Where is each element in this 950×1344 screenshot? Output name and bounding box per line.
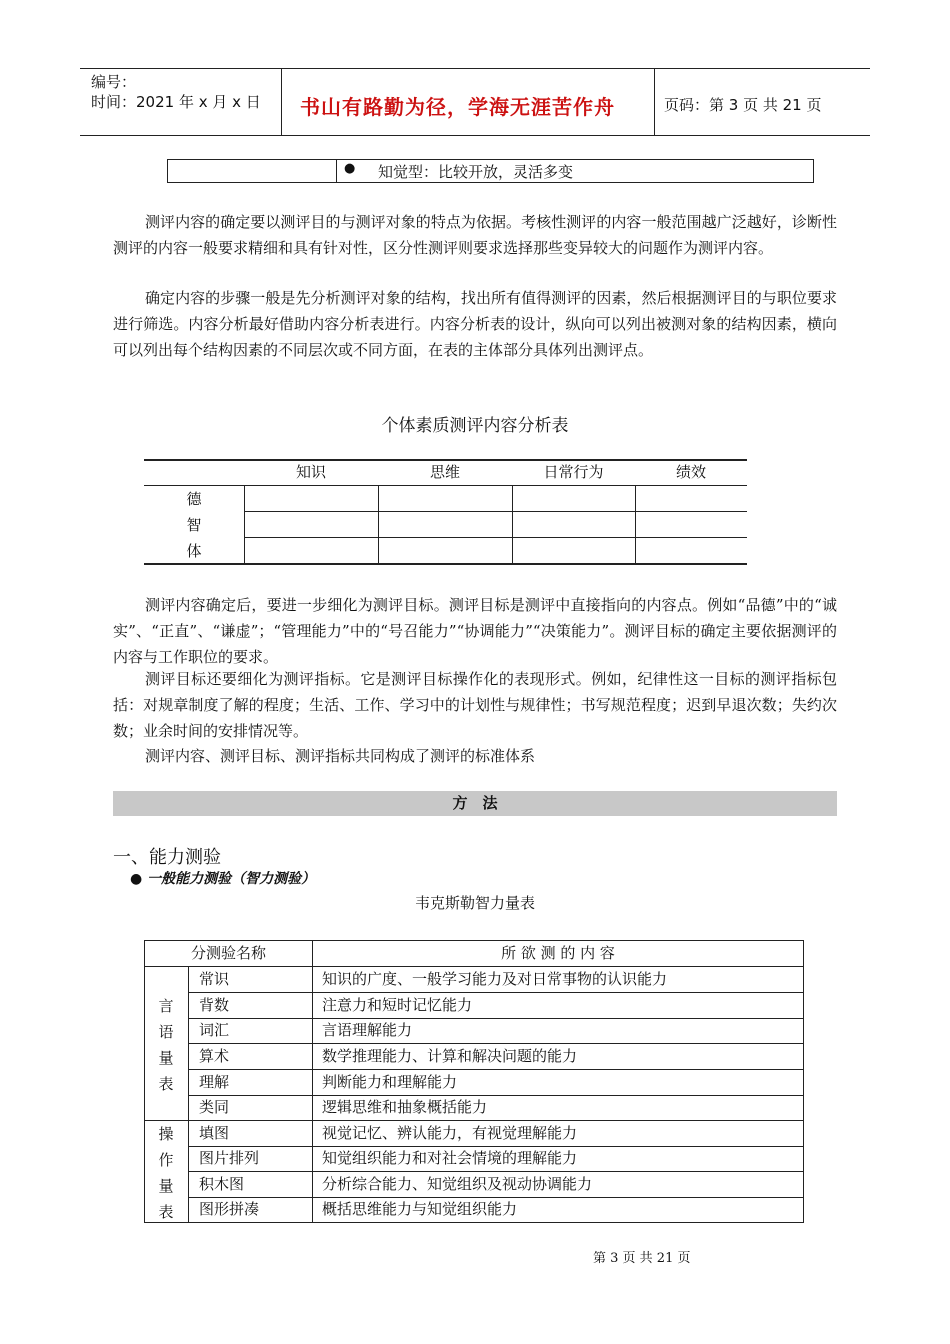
col-rule [312,941,313,1222]
subtest-content: 数学推理能力、计算和解决问题的能力 [322,1047,578,1065]
row-header: 体 [186,542,202,560]
label-char: 言 [158,997,174,1015]
section-heading: 一、能力测验 [113,847,221,868]
table-header-rule [144,485,747,486]
subtest-content: 概括思维能力与知觉组织能力 [322,1200,518,1218]
column-header: 日常行为 [543,463,604,481]
subtest-name: 图片排列 [199,1149,260,1167]
subtest-name: 图形拼凑 [199,1200,260,1218]
subtest-name: 词汇 [199,1021,230,1039]
column-header: 思维 [429,463,460,481]
subtest-content: 注意力和短时记忆能力 [322,996,473,1014]
subtest-content: 判断能力和理解能力 [322,1073,458,1091]
perception-type-text: 知觉型：比较开放，灵活多变 [378,163,574,181]
subtest-content: 分析综合能力、知觉组织及视动协调能力 [322,1175,593,1193]
label-char: 语 [158,1023,174,1041]
paragraph-content-steps: 确定内容的步骤一般是先分析测评对象的结构，找出所有值得测评的因素，然后根据测评目的与职位要求进行筛选。内容分析最好借助内容分析表进行。内容分析表的设计，纵向可以列出被测对象的结构因素，横向可以列出每个结构因素的不同层次或不同方面，在表的主体部分具体列出测评点。 [113,289,837,359]
subtest-name: 类同 [199,1098,230,1116]
subtest-content: 逻辑思维和抽象概括能力 [322,1098,488,1116]
label-char: 表 [158,1075,174,1093]
analysis-table-title: 个体素质测评内容分析表 [381,416,569,436]
wechsler-table-title: 韦克斯勒智力量表 [414,894,535,912]
document-time: 时间：2021 年 x 月 x 日 [91,93,261,111]
header-test-content: 所 欲 测 的 内 容 [501,944,615,962]
wechsler-scale-table [144,940,804,1223]
column-header: 知识 [295,463,326,481]
label-char: 作 [158,1151,174,1169]
header-divider-left [281,68,282,136]
subtest-content: 知识的广度、一般学习能力及对日常事物的认识能力 [322,970,668,988]
perception-type-table [167,159,814,183]
subtest-name: 填图 [199,1124,230,1142]
row-header: 德 [186,490,202,508]
column-header: 绩效 [675,463,706,481]
subtest-content: 言语理解能力 [322,1021,413,1039]
row-rule [188,1069,803,1070]
label-char: 量 [158,1049,174,1067]
row-rule [188,1018,803,1019]
paragraph-content-basis: 测评内容的确定要以测评目的与测评对象的特点为依据。考核性测评的内容一般范围越广泛越好，诊断性测评的内容一般要求精细和具有针对性，区分性测评则要求选择那些变异较大的问题作为测评内容。 [113,213,837,257]
subtest-content: 视觉记忆、辨认能力，有视觉理解能力 [322,1124,578,1142]
performance-scale-label [156,1121,176,1225]
verbal-scale-label [156,993,176,1097]
subtest-name: 算术 [199,1047,230,1065]
row-rule [244,511,747,512]
header-bottom-rule [80,135,870,136]
bullet-item-general-ability: ● 一般能力测验（智力测验） [130,871,316,887]
bullet-icon: ● [344,161,356,176]
col-rule [512,486,513,564]
col-rule [635,486,636,564]
subtest-name: 常识 [199,970,230,988]
subtest-name: 理解 [199,1073,230,1091]
method-section-band: 方 法 [113,791,837,816]
header-motto: 书山有路勤为径，学海无涯苦作舟 [300,95,615,119]
paragraph-objectives: 测评内容确定后，要进一步细化为测评目标。测评目标是测评中直接指向的内容点。例如“品德”中的“诚实”、“正直”、“谦虚”；“管理能力”中的“号召能力”“协调能力”“决策能力”。测评目标的确定主要依据测评的内容与工作职位的要求。 [113,596,837,666]
subtest-name: 积木图 [199,1175,245,1193]
row-rule [188,992,803,993]
header-divider-right [654,68,655,136]
label-char: 操 [158,1125,174,1143]
header-top-rule [80,68,870,69]
row-rule [188,1095,803,1096]
document-number: 编号： [91,73,137,91]
subtest-name: 背数 [199,996,230,1014]
label-char: 表 [158,1203,174,1221]
paragraph-indicators: 测评目标还要细化为测评指标。它是测评目标操作化的表现形式。例如，纪律性这一目标的测评指标包括：对规章制度了解的程度；生活、工作、学习中的计划性与规律性；书写规范程度；迟到早退次数；失约次数；业余时间的安排情况等。 [113,670,837,740]
table-divider [336,160,337,182]
header-page-number: 页码：第 3 页 共 21 页 [664,96,822,114]
row-rule [244,537,747,538]
col-rule [244,486,245,564]
paragraph-standard-system: 测评内容、测评目标、测评指标共同构成了测评的标准体系 [145,747,536,765]
label-char: 量 [158,1177,174,1195]
row-header: 智 [186,516,202,534]
col-rule [378,486,379,564]
page-footer: 第 3 页 共 21 页 [593,1251,691,1266]
header-test-name: 分测验名称 [190,944,266,962]
subtest-content: 知觉组织能力和对社会情境的理解能力 [322,1149,578,1167]
